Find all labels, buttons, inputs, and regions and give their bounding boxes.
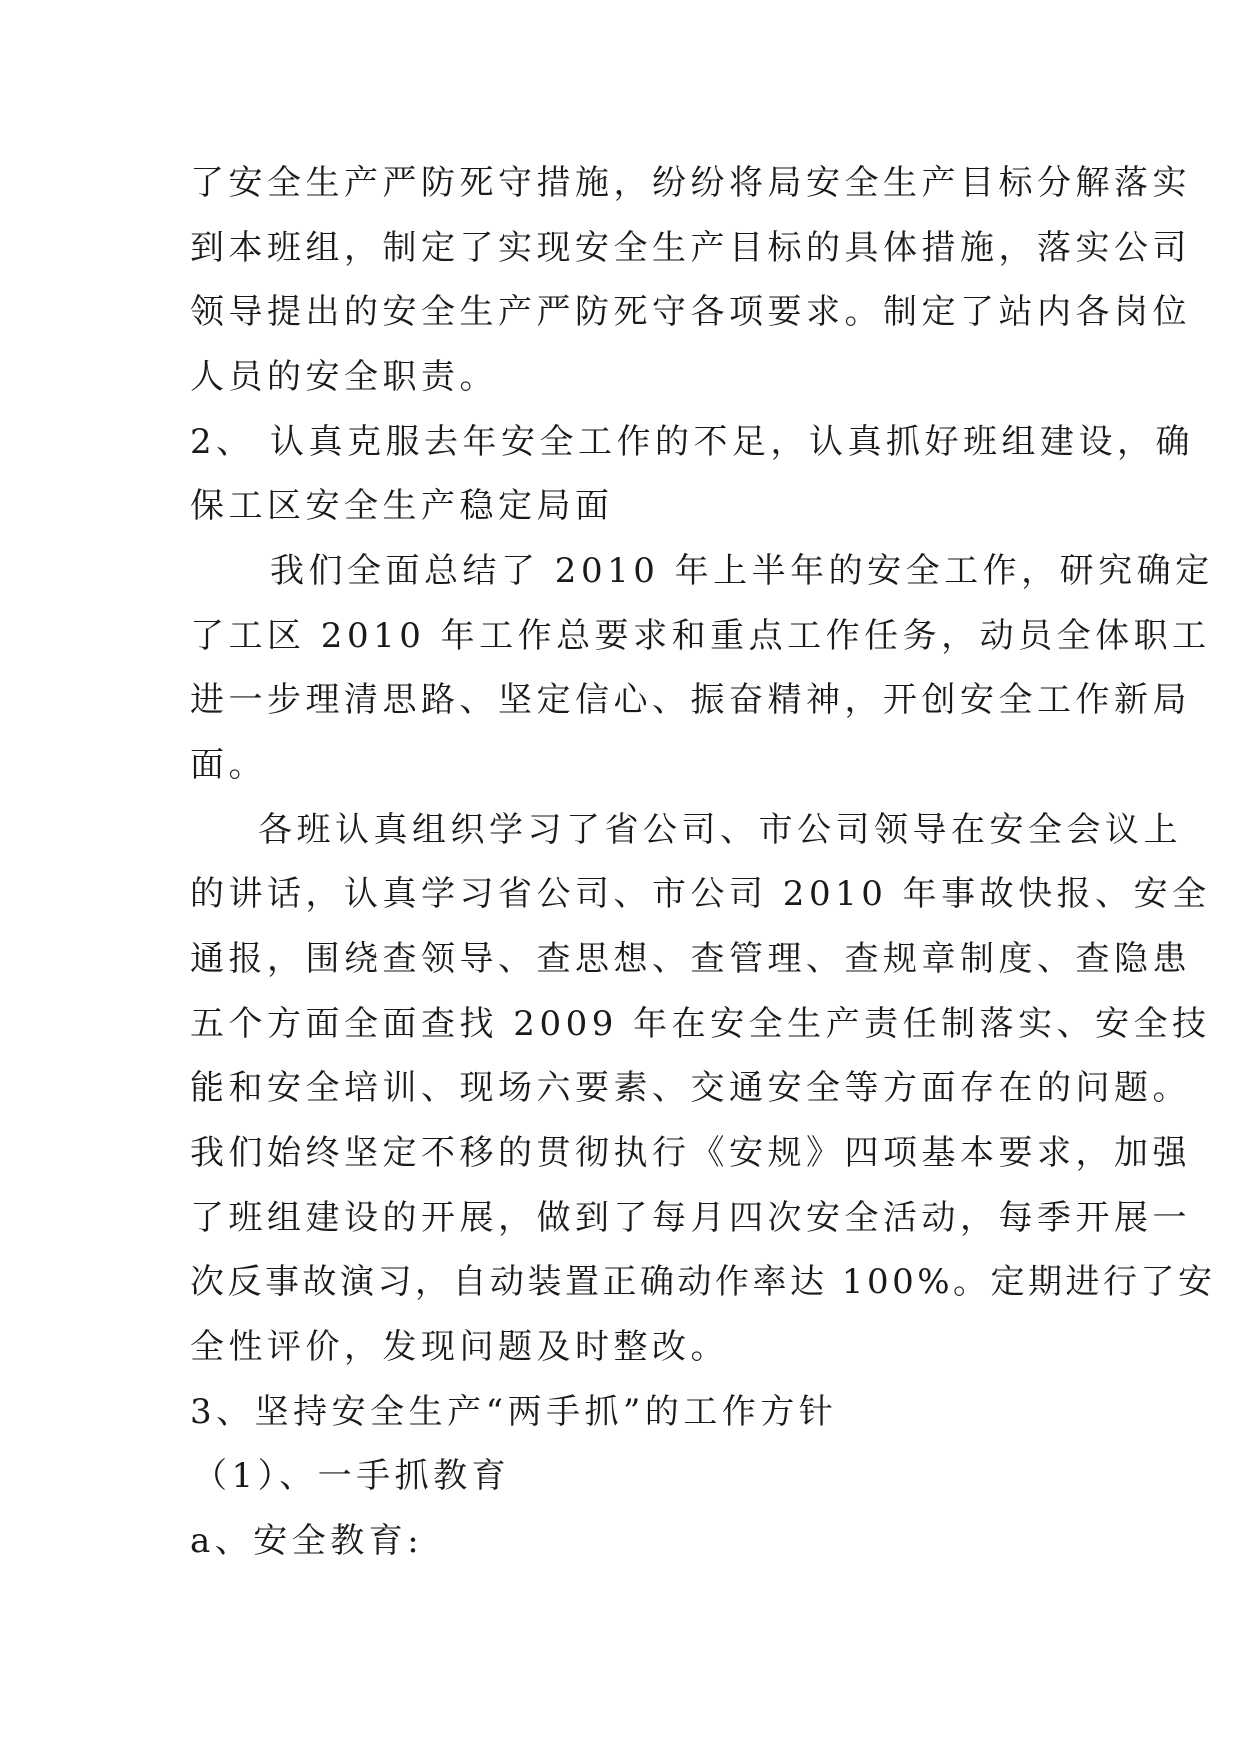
- paragraph2-line-1: 各班认真组织学习了省公司、市公司领导在安全会议上: [258, 810, 1182, 850]
- paragraph2-line-3: 通报，围绕查领导、查思想、查管理、查规章制度、查隐患: [190, 939, 1191, 979]
- section-heading-2: 2、 认真克服去年安全工作的不足，认真抓好班组建设，确: [190, 422, 1194, 462]
- paragraph-line-3: 进一步理清思路、坚定信心、振奋精神，开创安全工作新局: [190, 680, 1191, 720]
- text-line-1: 了安全生产严防死守措施，纷纷将局安全生产目标分解落实: [190, 163, 1191, 203]
- section-heading-2-cont: 保工区安全生产稳定局面: [190, 486, 614, 526]
- section-heading-3: 3、坚持安全生产“两手抓”的工作方针: [190, 1392, 838, 1432]
- paragraph-line-4: 面。: [190, 745, 267, 785]
- item-heading-a: a、安全教育:: [190, 1521, 424, 1561]
- subsection-heading-1: （1）、一手抓教育: [193, 1456, 511, 1496]
- paragraph2-line-4: 五个方面全面查找 2009 年在安全生产责任制落实、安全技: [190, 1004, 1211, 1044]
- paragraph-line-1: 我们全面总结了 2010 年上半年的安全工作，研究确定: [270, 551, 1214, 591]
- paragraph2-line-9: 全性评价，发现问题及时整改。: [190, 1327, 729, 1367]
- paragraph2-line-6: 我们始终坚定不移的贯彻执行《安规》四项基本要求，加强: [190, 1133, 1191, 1173]
- text-line-4: 人员的安全职责。: [190, 357, 498, 397]
- paragraph2-line-5: 能和安全培训、现场六要素、交通安全等方面存在的问题。: [190, 1068, 1191, 1108]
- paragraph2-line-2: 的讲话，认真学习省公司、市公司 2010 年事故快报、安全: [190, 874, 1211, 914]
- paragraph-line-2: 了工区 2010 年工作总要求和重点工作任务，动员全体职工: [190, 616, 1211, 656]
- paragraph2-line-7: 了班组建设的开展，做到了每月四次安全活动，每季开展一: [190, 1198, 1191, 1238]
- text-line-2: 到本班组，制定了实现安全生产目标的具体措施，落实公司: [190, 228, 1191, 268]
- text-line-3: 领导提出的安全生产严防死守各项要求。制定了站内各岗位: [190, 292, 1191, 332]
- paragraph2-line-8: 次反事故演习，自动装置正确动作率达 100%。定期进行了安: [190, 1262, 1216, 1302]
